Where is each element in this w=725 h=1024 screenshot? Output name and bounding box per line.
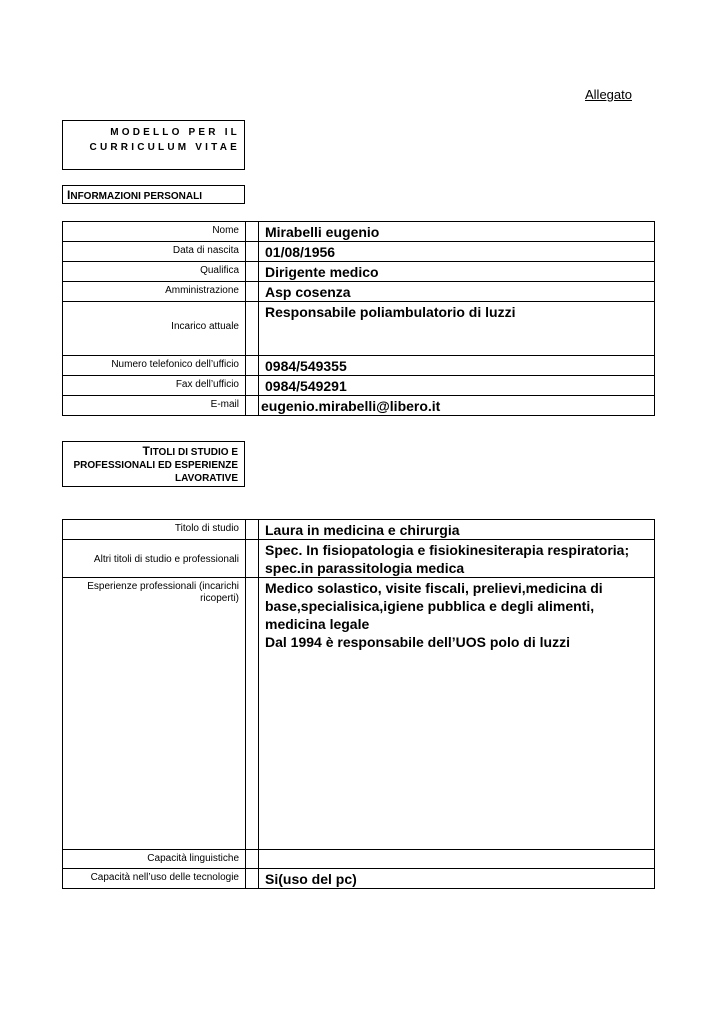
value-nome: Mirabelli eugenio [259, 222, 655, 242]
table-row [63, 520, 655, 540]
spacer-cell [246, 376, 259, 396]
label-altri-titoli: Altri titoli di studio e professionali [63, 540, 246, 578]
value-capacita-linguistiche [259, 850, 655, 869]
label-incarico-attuale: Incarico attuale [63, 302, 246, 356]
studies-header-line1-text: ITOLI DI STUDIO E [149, 447, 238, 458]
spacer-cell [246, 262, 259, 282]
label-amministrazione: Amministrazione [63, 282, 246, 302]
label-capacita-linguistiche: Capacità linguistiche [63, 850, 246, 869]
spacer-cell [246, 356, 259, 376]
spacer-cell [246, 869, 259, 889]
value-fax: 0984/549291 [259, 376, 655, 396]
table-row [63, 282, 655, 302]
spacer-cell [246, 222, 259, 242]
studies-experience-header [62, 441, 245, 487]
table-row [63, 376, 655, 396]
spacer-cell [246, 242, 259, 262]
spacer-cell [246, 578, 259, 850]
value-titolo-studio: Laura in medicina e chirurgia [259, 520, 655, 540]
table-row [63, 302, 655, 356]
cv-model-title-box [62, 120, 245, 170]
spacer-cell [246, 282, 259, 302]
cv-model-title-line2: CURRICULUM VITAE [89, 142, 240, 153]
spacer-cell [246, 302, 259, 356]
spacer-cell [246, 540, 259, 578]
value-capacita-tecnologie: Si(uso del pc) [259, 869, 655, 889]
value-amministrazione: Asp cosenza [259, 282, 655, 302]
label-email: E-mail [63, 396, 246, 416]
label-telefono: Numero telefonico dell’ufficio [63, 356, 246, 376]
value-data-nascita: 01/08/1956 [259, 242, 655, 262]
table-row [63, 262, 655, 282]
table-row [63, 869, 655, 889]
label-titolo-studio: Titolo di studio [63, 520, 246, 540]
studies-header-initial: T [142, 444, 150, 458]
value-qualifica: Dirigente medico [259, 262, 655, 282]
value-incarico-attuale: Responsabile poliambulatorio di luzzi [259, 302, 655, 356]
studies-header-line3: LAVORATIVE [175, 473, 238, 484]
personal-info-header [62, 185, 245, 204]
table-row [63, 242, 655, 262]
value-altri-titoli: Spec. In fisiopatologia e fisiokinesiterapia respiratoria; spec.in parassitologia medica [259, 540, 655, 578]
spacer-cell [246, 850, 259, 869]
table-row [63, 578, 655, 850]
value-esperienze: Medico solastico, visite fiscali, prelievi,medicina di base,specialisica,igiene pubblica e degli alimenti, medicina legale Dal 1994 è responsabile dell’UOS polo di luzzi [259, 578, 655, 850]
studies-header-line2: PROFESSIONALI ED ESPERIENZE [73, 460, 238, 471]
label-data-nascita: Data di nascita [63, 242, 246, 262]
value-email: eugenio.mirabelli@libero.it [259, 396, 655, 416]
cv-model-title-line1: MODELLO PER IL [110, 127, 240, 138]
table-row [63, 396, 655, 416]
personal-info-header-initial: I [67, 188, 71, 202]
spacer-cell [246, 396, 259, 416]
personal-info-table [62, 221, 655, 416]
studies-header-line1 [63, 445, 238, 459]
label-capacita-tecnologie: Capacità nell’uso delle tecnologie [63, 869, 246, 889]
label-qualifica: Qualifica [63, 262, 246, 282]
value-telefono: 0984/549355 [259, 356, 655, 376]
spacer-cell [246, 520, 259, 540]
table-row [63, 540, 655, 578]
label-esperienze: Esperienze professionali (incarichi ricoperti) [63, 578, 246, 850]
allegato-label: Allegato [585, 87, 632, 102]
table-row [63, 356, 655, 376]
label-fax: Fax dell’ufficio [63, 376, 246, 396]
personal-info-header-text: NFORMAZIONI PERSONALI [70, 191, 203, 202]
table-row [63, 850, 655, 869]
studies-experience-table [62, 519, 655, 889]
label-nome: Nome [63, 222, 246, 242]
table-row [63, 222, 655, 242]
